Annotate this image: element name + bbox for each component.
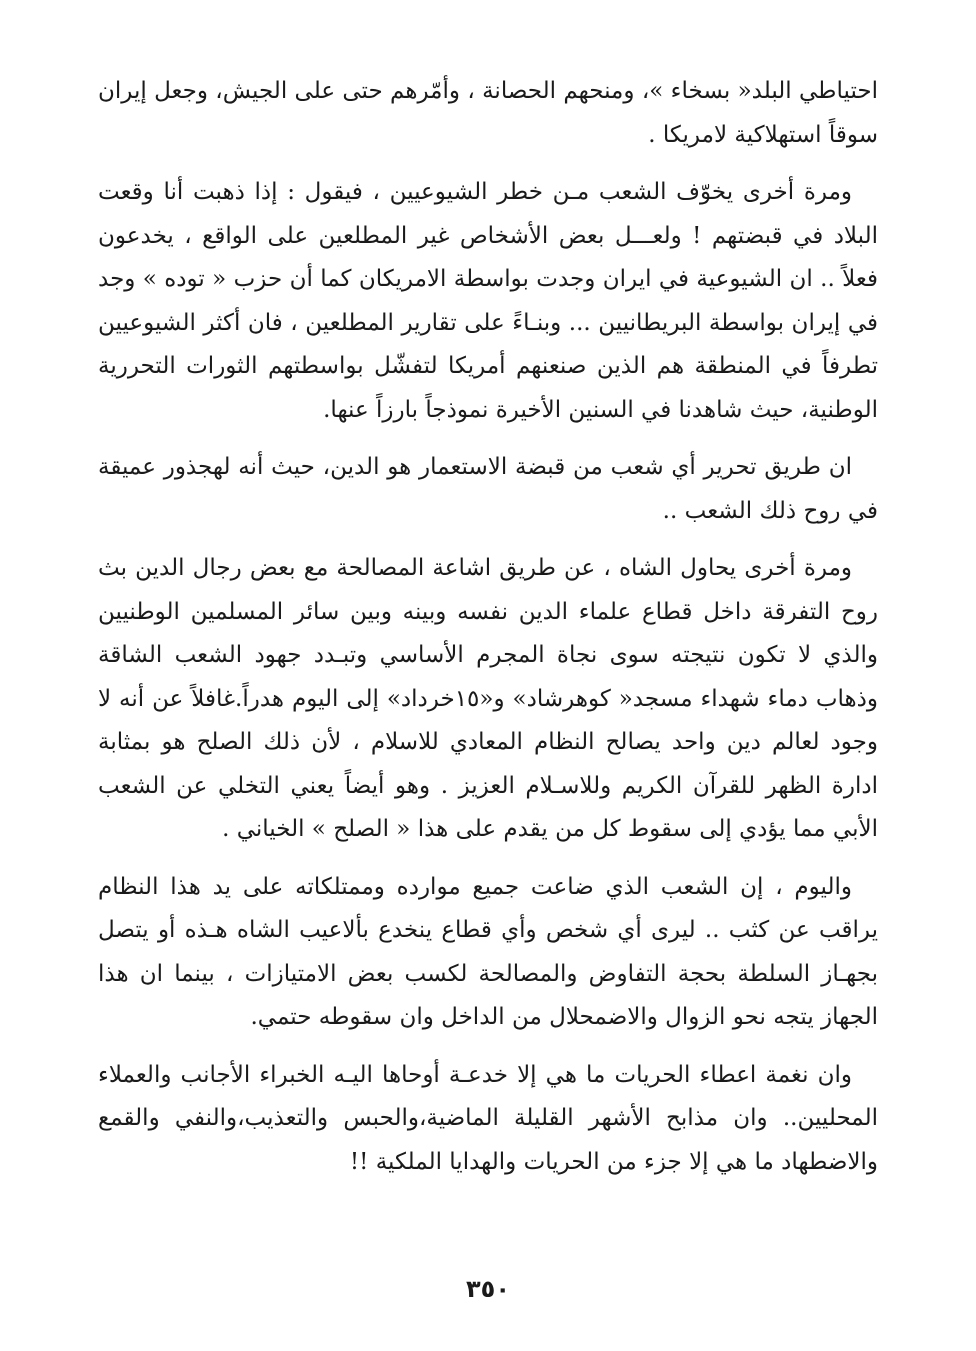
paragraph-3: ان طريق تحرير أي شعب من قبضة الاستعمار هو الدين، حيث أنه لهجذور عميقة في روح ذلك الشعب .. [98, 454, 878, 524]
paragraph-1: احتياطي البلد« بسخاء »، ومنحهم الحصانة ، وأمّرهم حتى على الجيش، وجعل إيران سوقاً استهلاكية لامريكا . [98, 78, 878, 148]
paragraph-4: ومرة أخرى يحاول الشاه ، عن طريق اشاعة المصالحة مع بعض رجال الدين بث روح التفرقة داخل قطاع علماء الدين نفسه وبينه وبين سائر المسلمين الوطنيين والذي لا تكون نتيجته سوى نجاة المجرم الأساسي وتبـدد جهود الشعب الشاقة وذهاب دماء شهداء مسجد« كوهرشاد» و«١٥خرداد» إلى اليوم هدراً.غافلاً عن أنه لا وجود لعالم دين واحد يصالح النظام المعادي للاسلام ، لأن ذلك الصلح هو بمثابة ادارة الظهر للقرآن الكريم وللاسـلام العزيز . وهو أيضاً يعني التخلي عن الشعب الأبي مما يؤدي إلى سقوط كل من يقدم على هذا « الصلح » الخياني . [98, 555, 878, 842]
body-text [98, 70, 878, 1198]
page-number: ٣٥٠ [466, 1275, 510, 1303]
paragraph-5: واليوم ، إن الشعب الذي ضاعت جميع موارده وممتلكاته على يد هذا النظام يراقب عن كثب .. ليرى أي شخص وأي قطاع ينخدع بألاعيب الشاه هـذه أو يتصل بجهـاز السلطة بحجة التفاوض والمصالحة لكسب بعض الامتيازات ، بينما ان هذا الجهاز يتجه نحو الزوال والاضمحلال من الداخل وان سقوطه حتمي. [98, 873, 878, 1030]
paragraph-6: وان نغمة اعطاء الحريات ما هي إلا خدعـة أوحاها اليـه الخبراء الأجانب والعملاء المحليين.. وان مذابح الأشهر القليلة الماضية،والحبس والتعذيب،والنفي والقمع والاضطهاد ما هي إلا جزء من الحريات والهدايا الملكية !! [98, 1061, 878, 1175]
paragraph-2: ومرة أخرى يخوّف الشعب مـن خطر الشيوعيين ، فيقول : إذا ذهبت أنا وقعت البلاد في قبضتهم ! ولعـــل بعض الأشخاص غير المطلعين على الواقع ، يخدعون فعلاً .. ان الشيوعية في ايران وجدت بواسطة الامريكان كما أن حزب « توده » وجد في إيران بواسطة البريطانيين ... وبنـاءً على تقارير المطلعين ، فان أكثر الشيوعيين تطرفاً في المنطقة هم الذين صنعنهم أمريكا لتفشّل بواسطتهم الثورات التحررية الوطنية، حيث شاهدنا في السنين الأخيرة نموذجاً بارزاً عنها. [98, 179, 878, 423]
